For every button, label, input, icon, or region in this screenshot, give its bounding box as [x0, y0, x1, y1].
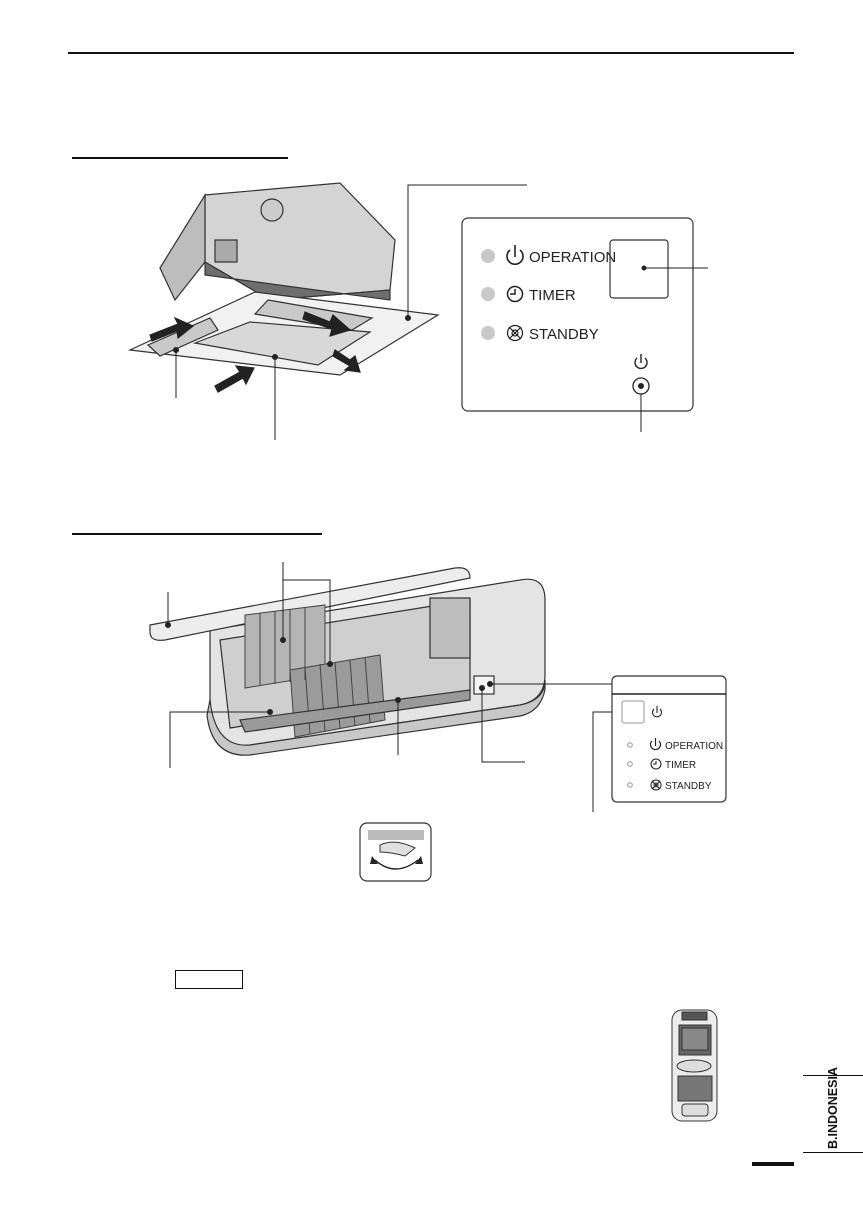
timer-label: TIMER [529, 287, 576, 304]
standby-label: STANDBY [665, 781, 712, 792]
remote-control-illustration [672, 1010, 717, 1121]
power-button[interactable] [622, 701, 644, 723]
operation-label: OPERATION [665, 741, 724, 752]
timer-led [628, 762, 633, 767]
language-tab-label: B.INDONESIA [826, 1067, 840, 1149]
page-number-bar [752, 1162, 794, 1166]
standby-led [481, 326, 495, 340]
wall-display-panel [612, 676, 726, 802]
note-box [175, 970, 243, 989]
wall-unit-illustration [150, 568, 545, 755]
standby-label: STANDBY [529, 326, 599, 343]
timer-led [481, 287, 495, 301]
operation-led [628, 743, 633, 748]
operation-label: OPERATION [529, 249, 617, 266]
standby-led [628, 783, 633, 788]
manual-swing-icon [360, 823, 431, 881]
language-tab [803, 1067, 863, 1153]
timer-label: TIMER [665, 760, 697, 771]
operation-led [481, 249, 495, 263]
cassette-display-panel [462, 218, 708, 432]
